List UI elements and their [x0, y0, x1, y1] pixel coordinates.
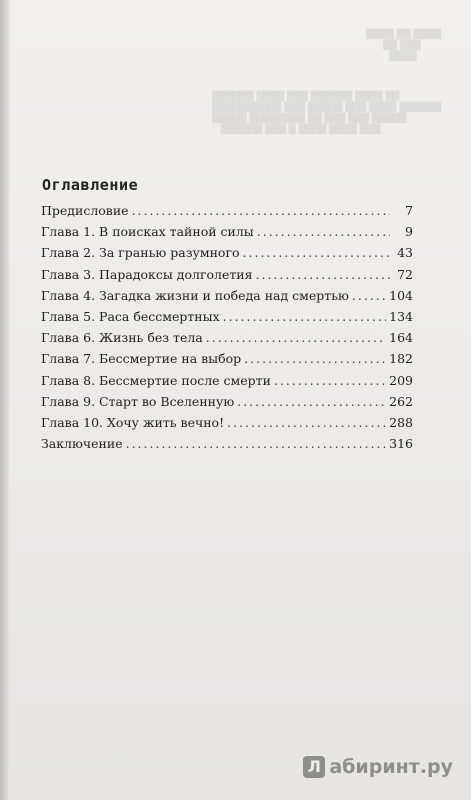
toc-entry-label: Глава 9. Старт во Вселенную	[41, 393, 235, 409]
toc-entry-conclusion	[41, 436, 413, 457]
dot-leader	[274, 373, 386, 388]
toc-entry-page: 182	[389, 351, 413, 367]
toc-entry-label: Предисловие	[41, 203, 129, 218]
toc-entry-label: Глава 1. В поисках тайной силы	[41, 224, 254, 240]
dot-leader	[352, 288, 386, 303]
toc-entry-label: Глава 10. Хочу жить вечно!	[41, 414, 225, 430]
dot-leader	[256, 267, 390, 282]
watermark-text: абиринт.ру	[329, 756, 453, 778]
dot-leader	[243, 245, 390, 260]
toc-entry-label: Глава 5. Раса бессмертных	[41, 308, 220, 324]
toc-entry-label: Глава 7. Бессмертие на выбор	[41, 351, 242, 367]
dot-leader	[223, 309, 387, 324]
toc-entry-chapter-8	[41, 373, 413, 394]
toc-entry-page: 9	[405, 224, 413, 240]
toc-entry-page: 43	[397, 245, 413, 261]
toc-entry-chapter-9	[41, 394, 413, 415]
toc-title: Оглавление	[42, 176, 139, 194]
toc-entry-page: 164	[389, 330, 413, 346]
toc-list	[41, 203, 413, 457]
toc-entry-page: 262	[389, 393, 413, 409]
toc-entry-label: Глава 8. Бессмертие после смерти	[41, 372, 271, 388]
toc-entry-chapter-10	[41, 415, 413, 436]
bleed-through-text: ████ ██ ████ ██ ███ ████	[366, 30, 441, 62]
toc-entry-chapter-7	[41, 351, 413, 372]
dot-leader	[257, 224, 390, 239]
toc-entry-label: Глава 2. За гранью разумного	[41, 245, 240, 261]
dot-leader	[132, 203, 390, 218]
toc-entry-chapter-6	[41, 330, 413, 351]
toc-entry-page: 209	[389, 372, 413, 388]
dot-leader	[227, 415, 386, 430]
toc-entry-page: 288	[389, 414, 413, 430]
toc-entry-page: 316	[389, 436, 413, 452]
bleed-through-text: ██████ ████ ███ ██████ ████ ██ ██████████ ███ █████ ███ ████ ██████ █████ ████████ ██ ███ ███ █████ ██████ ███ █ ████ ████ ███	[212, 92, 441, 135]
toc-entry-label: Глава 4. Загадка жизни и победа над смертью	[41, 287, 349, 303]
dot-leader	[244, 351, 386, 366]
dot-leader	[237, 394, 386, 409]
toc-entry-preface	[41, 203, 413, 224]
toc-entry-label: Заключение	[41, 436, 123, 452]
toc-entry-label: Глава 3. Парадоксы долголетия	[41, 266, 253, 282]
dot-leader	[206, 330, 386, 345]
toc-entry-page: 72	[397, 266, 413, 282]
toc-entry-chapter-5	[41, 309, 413, 330]
toc-entry-chapter-1	[41, 224, 413, 245]
toc-entry-page: 7	[405, 203, 413, 218]
page-spine-shadow	[0, 0, 10, 800]
labirint-logo-icon: Л	[303, 756, 325, 778]
toc-entry-page: 134	[389, 308, 413, 324]
dot-leader	[126, 436, 387, 451]
toc-entry-label: Глава 6. Жизнь без тела	[41, 330, 203, 346]
toc-entry-page: 104	[389, 287, 413, 303]
labirint-watermark	[303, 756, 453, 778]
toc-entry-chapter-2	[41, 245, 413, 266]
toc-entry-chapter-4	[41, 288, 413, 309]
toc-entry-chapter-3	[41, 267, 413, 288]
